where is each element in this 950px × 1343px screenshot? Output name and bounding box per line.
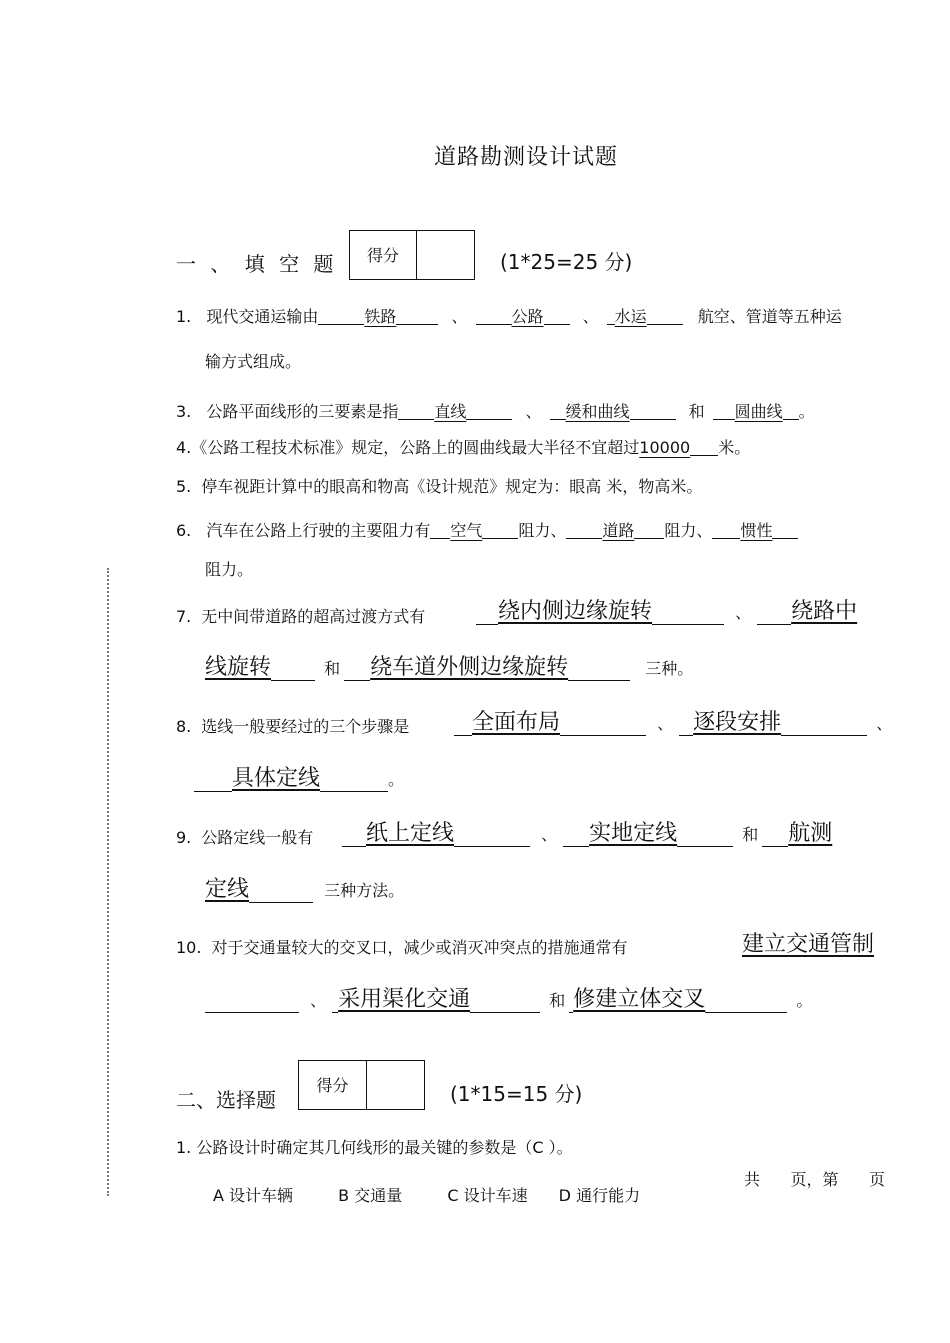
q8-answer-3: 具体定线 — [232, 766, 321, 791]
score-cell — [417, 231, 474, 279]
q7-answer-3: 绕车道外侧边缘旋转 — [370, 655, 569, 680]
option-d: D 通行能力 — [558, 1186, 641, 1205]
section-2-title: 二、选择题 — [176, 1088, 276, 1112]
question-8: 8. 选线一般要经过的三个步骤是 — [176, 717, 410, 736]
q8-answer-row-2: 具体定线 。 — [194, 761, 404, 792]
q8-answer-2: 逐段安排 — [693, 710, 782, 735]
q7-answer-2a: 绕路中 — [791, 599, 858, 624]
section-1-title: 一 、 填 空 题 — [176, 252, 338, 276]
score-label: 得分 — [350, 231, 417, 279]
score-label: 得分 — [299, 1061, 367, 1109]
question-1-cont: 输方式组成。 — [205, 352, 302, 371]
option-a: A 设计车辆 — [213, 1186, 294, 1205]
score-box-1 — [349, 230, 475, 280]
question-6-cont: 阻力。 — [205, 560, 254, 579]
question-7: 7. 无中间带道路的超高过渡方式有 — [176, 607, 426, 626]
q10-answer-1: 建立交通管制 — [742, 932, 875, 957]
question-3: 3. 公路平面线形的三要素是指 直线 、 缓和曲线 和 圆曲线 。 — [176, 402, 815, 421]
q7-answer-2b: 线旋转 — [205, 655, 272, 680]
score-box-2 — [298, 1060, 425, 1110]
question-10: 10. 对于交通量较大的交叉口，减少或消灭冲突点的措施通常有 — [176, 938, 628, 957]
section-1-points: (1*25=25 分) — [500, 250, 633, 274]
option-c: C 设计车速 — [447, 1186, 528, 1205]
choice-question-1: 1. 公路设计时确定其几何线形的最关键的参数是（C ）。 — [176, 1138, 573, 1157]
page-title: 道路勘测设计试题 — [434, 145, 619, 170]
q8-answer-row-1: 全面布局 、 逐段安排 、 — [454, 705, 892, 736]
question-4: 4.《公路工程技术标准》规定，公路上的圆曲线最大半径不宜超过10000 米。 — [176, 438, 751, 457]
binding-margin-dotted-line — [107, 568, 109, 1196]
choice-options — [213, 1188, 640, 1204]
page-footer: 共 页，第 页 — [744, 1170, 886, 1189]
section-2-points: (1*15=15 分) — [450, 1082, 583, 1106]
q7-answer-1: 绕内侧边缘旋转 — [498, 599, 653, 624]
q9-answer-1: 纸上定线 — [366, 821, 455, 846]
question-5: 5. 停车视距计算中的眼高和物高《设计规范》规定为：眼高 米，物高米。 — [176, 477, 703, 496]
question-1: 1. 现代交通运输由 铁路 、 公路 、 水运 航空、管道等五种运 — [176, 307, 842, 326]
q9-answer-row-2: 定线 三种方法。 — [205, 877, 405, 902]
option-b: B 交通量 — [338, 1186, 403, 1205]
q9-answer-row-1: 纸上定线 、 实地定线 和 航测 — [342, 816, 832, 847]
question-9: 9. 公路定线一般有 — [176, 828, 314, 847]
q9-answer-2: 实地定线 — [589, 821, 678, 846]
question-6: 6. 汽车在公路上行驶的主要阻力有 空气 阻力、 道路 阻力、 惯性 — [176, 520, 798, 539]
q7-answer-row-2: 线旋转 和 绕车道外侧边缘旋转 三种。 — [205, 655, 694, 680]
q10-answer-3: 修建立体交叉 — [573, 987, 706, 1012]
q7-answer-row-1: 绕内侧边缘旋转 、 绕路中 — [476, 594, 857, 625]
q9-answer-3b: 定线 — [205, 877, 250, 902]
score-cell — [367, 1061, 424, 1109]
q9-answer-3a: 航测 — [788, 821, 833, 846]
q8-answer-1: 全面布局 — [472, 710, 561, 735]
q10-answer-row-2: 、 采用渠化交通 和 修建立体交叉 。 — [205, 982, 812, 1013]
q10-answer-2: 采用渠化交通 — [338, 987, 471, 1012]
